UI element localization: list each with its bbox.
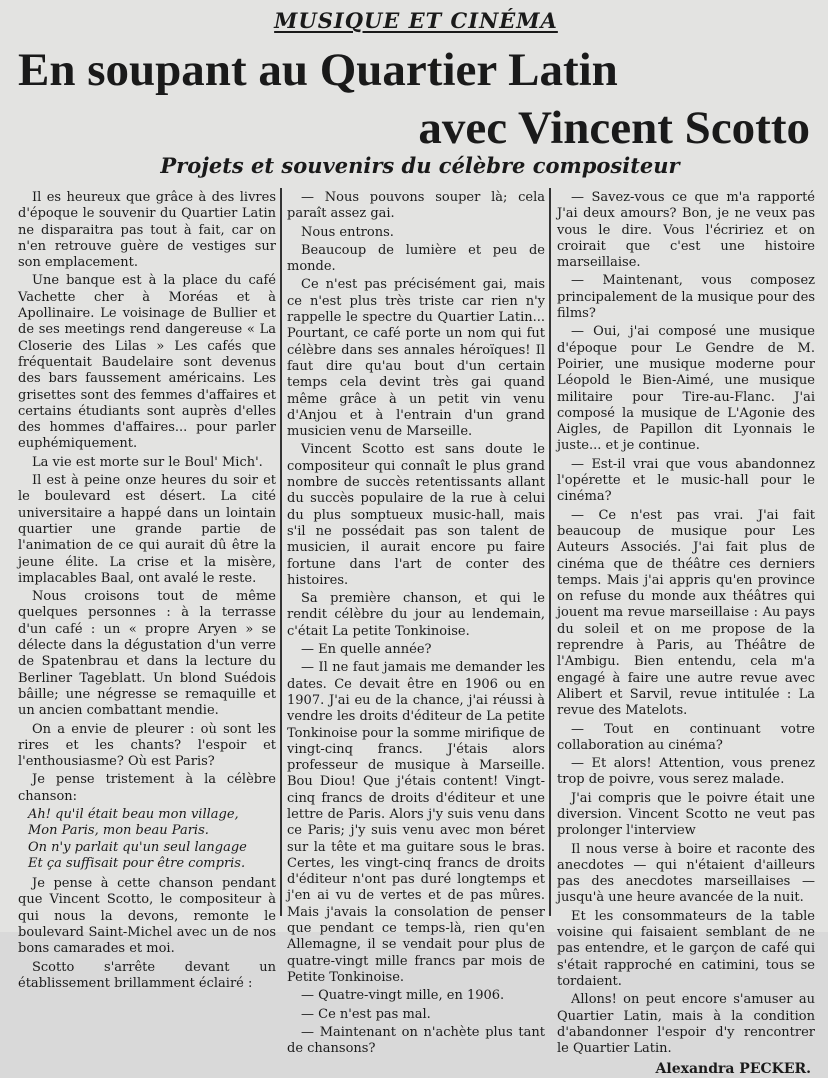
paragraph: Sa première chanson, et qui le rendit célèbre du jour au lendemain, c'était La petite Tonkinoise. xyxy=(287,591,545,639)
paragraph: Il es heureux que grâce à des livres d'époque le souvenir du Quartier Latin ne disparaitra pas tout à fait, car on n'en retrouve guère de vestiges sur son emplacement. xyxy=(18,190,276,271)
paragraph: — En quelle année? xyxy=(301,642,432,658)
paragraph: — Est-il vrai que vous abandonnez l'opérette et le music-hall pour le cinéma? xyxy=(557,456,815,505)
song-verse-line: Mon Paris, mon beau Paris. xyxy=(28,823,209,839)
song-verse-line: Ah! qu'il était beau mon village, xyxy=(28,806,239,822)
paragraph: On a envie de pleurer : où sont les rires et les chants? l'espoir et l'enthousiasme? Où est Paris? xyxy=(18,721,276,770)
paragraph: Je pense à cette chanson pendant que Vincent Scotto, le compositeur à qui nous la devons, remonte le boulevard Saint-Michel avec un de nos bons camarades et moi. xyxy=(18,876,276,957)
song-verse-line: On n'y parlait qu'un seul langage xyxy=(28,839,247,855)
column-3 xyxy=(557,190,815,1078)
paragraph: Scotto s'arrête devant un établissement brillamment éclairé : xyxy=(18,959,276,991)
paragraph: — Il ne faut jamais me demander les dates. Ce devait être en 1906 ou en 1907. J'ai eu de la chance, j'ai réussi à vendre les droits d'éditeur de La petite Tonkinoise pour la somme mirifique de vingt-cinq francs. J'étais alors professeur de musique à Marseille. Bou Diou! Que j'étais content! Vingt-cinq francs de droits d'éditeur et une lettre de Paris. Alors j'y suis venu dans ce Paris; j'y suis venu avec mon béret sur la tête et ma guitare sous le bras. Certes, les vingt-cinq francs de droits d'éditeur n'ont pas duré longtemps et j'en ai vu de vertes et de pas mûres. Mais j'avais la consolation de penser que pendant ce temps-là, rien qu'en Allemagne, il se vendait pour plus de quatre-vingt mille francs par mois de Petite Tonkinoise. xyxy=(287,660,545,985)
paragraph: — Maintenant on n'achète plus tant de chansons? xyxy=(287,1024,545,1057)
paragraph: — Oui, j'ai composé une musique d'époque pour Le Gendre de M. Poirier, une musique moderne pour Léopold le Bien-Aimé, une musique militaire pour Tire-au-Flanc. J'ai composé la musique de L'Agonie des Aigles, de Papillon dit Lyonnais le juste... et je continue. xyxy=(557,324,815,454)
paragraph: Nous entrons. xyxy=(301,224,394,240)
headline-line-2: avec Vincent Scotto xyxy=(418,102,810,154)
song-verse-line: Et ça suffisait pour être compris. xyxy=(28,855,246,871)
column-rule-1 xyxy=(280,188,282,916)
paragraph: — Nous pouvons souper là; cela paraît assez gai. xyxy=(287,190,545,222)
paragraph: Je pense tristement à la célèbre chanson: xyxy=(18,772,276,804)
paragraph: La vie est morte sur le Boul' Mich'. xyxy=(32,454,263,470)
paragraph: Vincent Scotto est sans doute le compositeur qui connaît le plus grand nombre de succès retentissants allant du succès populaire de la rue à celui du plus somptueux music-hall, mais s'il ne possédait pas son talent de musicien, il aurait encore pu faire fortune dans l'art de conter des histoires. xyxy=(287,442,545,588)
paragraph: Il est à peine onze heures du soir et le boulevard est désert. La cité universitaire a happé dans un lointain quartier une grande partie de l'animation de ce qui aurait dû être la jeune élite. La crise et la misère, implacables Baal, ont avalé le reste. xyxy=(18,473,276,586)
headline-line-1: En soupant au Quartier Latin xyxy=(18,44,618,96)
paragraph: Et les consommateurs de la table voisine qui faisaient semblant de ne pas entendre, et le garçon de café qui s'était rapproché en catimini, tous se tordaient. xyxy=(557,908,815,989)
paragraph: Nous croisons tout de même quelques personnes : à la terrasse d'un café : un « propre Aryen » se délecte dans la dégustation d'un verre de Spatenbrau et dans la lecture du Berliner Tageblatt. Un blond Suédois bâille; une négresse se remaquille et un ancien combattant mendie. xyxy=(18,589,276,719)
paragraph: — Savez-vous ce que m'a rapporté J'ai deux amours? Bon, je ne veux pas vous le dire. Vous l'écririez et on croirait que c'est une histoire marseillaise. xyxy=(557,190,815,271)
paragraph: — Maintenant, vous composez principalement de la musique pour des films? xyxy=(557,273,815,322)
paragraph: Beaucoup de lumière et peu de monde. xyxy=(287,242,545,275)
paragraph: — Et alors! Attention, vous prenez trop de poivre, vous serez malade. xyxy=(557,756,815,788)
paragraph: — Quatre-vingt mille, en 1906. xyxy=(301,988,505,1004)
paragraph: — Ce n'est pas vrai. J'ai fait beaucoup de musique pour Les Auteurs Associés. J'ai fait plus de cinéma que de théâtre ces derniers temps. Mais j'ai appris qu'en province on refuse du monde aux théâtres qui jouent ma revue marseillaise : Au pays du soleil et on me propose de la reprendre à Paris, au Théâtre de l'Ambigu. Bien entendu, cela m'a engagé à faire une autre revue avec Alibert et Sarvil, revue intitulée : La revue des Matelots. xyxy=(557,507,815,719)
column-2 xyxy=(287,190,545,1059)
paragraph: Il nous verse à boire et raconte des anecdotes — qui n'étaient d'ailleurs pas des anecdotes marseillaises — jusqu'à une heure avancée de la nuit. xyxy=(557,841,815,906)
subheadline: Projets et souvenirs du célèbre compositeur xyxy=(160,153,680,178)
paragraph: Ce n'est pas précisément gai, mais ce n'est plus très triste car rien n'y rappelle le spectre du Quartier Latin... Pourtant, ce café porte un nom qui fut célèbre dans ses annales héroïques! Il faut dire qu'au bout d'un certain temps cela devint très gai quand même grâce à un petit vin venu d'Anjou et à l'entrain d'un grand musicien venu de Marseille. xyxy=(287,277,545,440)
paragraph: — Tout en continuant votre collaboration au cinéma? xyxy=(557,721,815,753)
author-signature: Alexandra PECKER. xyxy=(655,1061,811,1078)
paragraph: Une banque est à la place du café Vachette cher à Moréas et à Apollinaire. Le voisinage de Bullier et de ses meetings rend dangereuse « La Closerie des Lilas » Les cafés que fréquentait Baudelaire sont devenus des bars faussement américains. Les grisettes sont des femmes d'affaires et certains étudiants sont auprès d'elles des hommes d'affaires... pour parler euphémiquement. xyxy=(18,273,276,452)
paragraph: J'ai compris que le poivre était une diversion. Vincent Scotto ne veut pas prolonger l'interview xyxy=(557,790,815,839)
paragraph: Allons! on peut encore s'amuser au Quartier Latin, mais à la condition d'abandonner l'espoir d'y rencontrer le Quartier Latin. xyxy=(557,992,815,1057)
paragraph: — Ce n'est pas mal. xyxy=(301,1006,431,1022)
section-rubric: MUSIQUE ET CINÉMA xyxy=(274,8,558,33)
column-1 xyxy=(18,190,276,994)
column-rule-2 xyxy=(549,188,551,916)
